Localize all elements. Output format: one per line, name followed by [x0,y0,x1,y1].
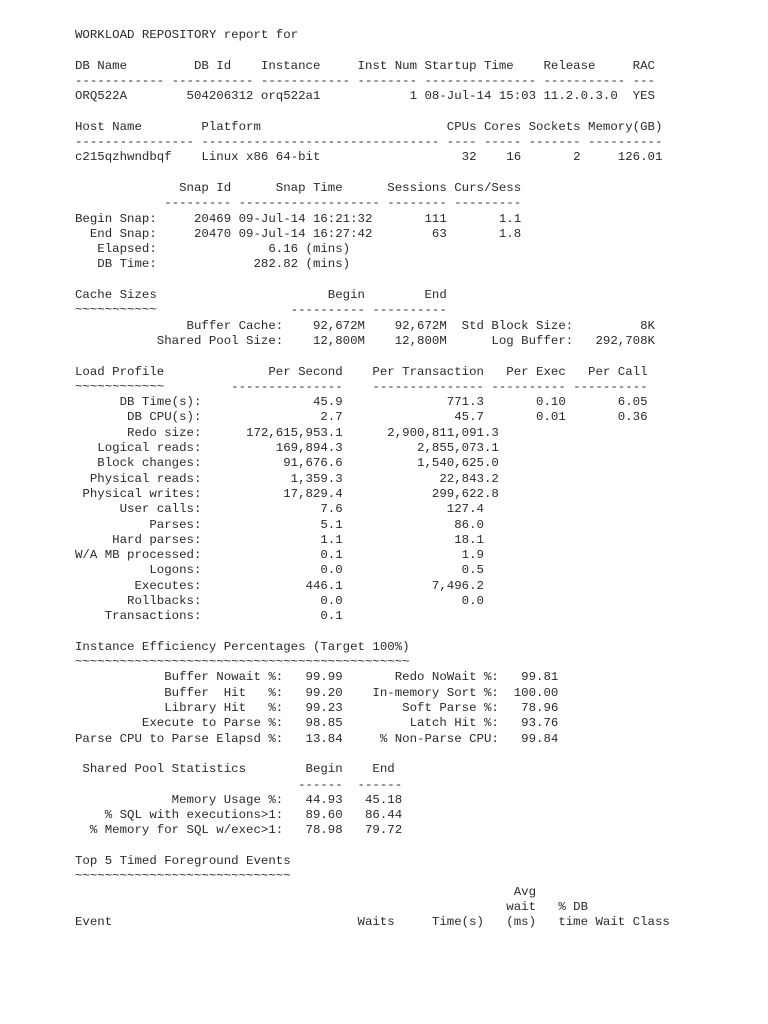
report-line: c215qzhwndbqf Linux x86 64-bit 32 16 2 126.01 [75,150,663,165]
report-line: ------------ ----------- ------------ -------- --------------- ----------- --- [75,73,655,88]
report-line: ~~~~~~~~~~~~~~~~~~~~~~~~~~~~~~~~~~~~~~~~~~~~~ [75,655,410,670]
awr-report-text [75,28,670,931]
report-line: Executes: 446.1 7,496.2 [75,578,484,593]
report-line [75,43,670,58]
report-line: Physical reads: 1,359.3 22,843.2 [75,471,499,486]
report-line: DB Name DB Id Instance Inst Num Startup Time Release RAC [75,58,655,73]
report-line: WORKLOAD REPOSITORY report for [75,28,299,42]
report-line: Load Profile Per Second Per Transaction Per Exec Per Call [75,364,648,379]
report-line: DB Time: 282.82 (mins) [75,257,351,272]
report-line: Avg [75,884,537,899]
report-line: Hard parses: 1.1 18.1 [75,532,484,547]
report-line: Begin Snap: 20469 09-Jul-14 16:21:32 111 1.1 [75,211,522,226]
report-line: Execute to Parse %: 98.85 Latch Hit %: 93.76 [75,716,559,731]
report-line: Buffer Cache: 92,672M 92,672M Std Block Size: 8K [75,318,655,333]
report-line: ~~~~~~~~~~~~~~~~~~~~~~~~~~~~~ [75,869,291,884]
report-line: Logical reads: 169,894.3 2,855,073.1 [75,441,499,456]
report-line: ------ ------ [75,777,403,792]
report-line: Snap Id Snap Time Sessions Curs/Sess [75,180,522,195]
report-line: Top 5 Timed Foreground Events [75,854,291,869]
report-line [75,349,670,364]
report-line [75,104,670,119]
report-line: % Memory for SQL w/exec>1: 78.98 79.72 [75,823,403,838]
report-line [75,166,670,181]
report-line: Shared Pool Size: 12,800M 12,800M Log Buffer: 292,708K [75,333,655,348]
report-line: Buffer Hit %: 99.20 In-memory Sort %: 100.00 [75,685,559,700]
report-line: wait % DB [75,899,589,914]
report-line: Parse CPU to Parse Elapsd %: 13.84 % Non-Parse CPU: 99.84 [75,731,559,746]
report-line: % SQL with executions>1: 89.60 86.44 [75,808,403,823]
report-line [75,625,670,640]
report-line: Buffer Nowait %: 99.99 Redo NoWait %: 99.81 [75,670,559,685]
report-line: Host Name Platform CPUs Cores Sockets Memory(GB) [75,119,663,134]
report-line: DB Time(s): 45.9 771.3 0.10 6.05 [75,395,648,410]
report-line: Parses: 5.1 86.0 [75,517,484,532]
report-line: ~~~~~~~~~~~ ---------- ---------- [75,303,447,318]
report-line: Event Waits Time(s) (ms) time Wait Class [75,915,670,930]
report-line [75,273,670,288]
report-line: Transactions: 0.1 [75,609,343,624]
report-line: Shared Pool Statistics Begin End [75,762,395,777]
report-line: Cache Sizes Begin End [75,288,447,303]
report-line: End Snap: 20470 09-Jul-14 16:27:42 63 1.8 [75,226,522,241]
report-line: Logons: 0.0 0.5 [75,563,484,578]
report-line: --------- ------------------- -------- --------- [75,196,522,211]
report-line: ---------------- -------------------------------- ---- ----- ------- ---------- [75,135,663,150]
report-line: Library Hit %: 99.23 Soft Parse %: 78.96 [75,701,559,716]
report-line [75,839,670,854]
report-line: ORQ522A 504206312 orq522a1 1 08-Jul-14 15:03 11.2.0.3.0 YES [75,89,655,104]
report-line: Memory Usage %: 44.93 45.18 [75,792,403,807]
report-line: User calls: 7.6 127.4 [75,502,484,517]
report-line: Physical writes: 17,829.4 299,622.8 [75,486,499,501]
report-line: W/A MB processed: 0.1 1.9 [75,548,484,563]
report-line: Rollbacks: 0.0 0.0 [75,593,484,608]
report-line: Elapsed: 6.16 (mins) [75,242,351,257]
report-line: DB CPU(s): 2.7 45.7 0.01 0.36 [75,410,648,425]
report-line: Redo size: 172,615,953.1 2,900,811,091.3 [75,425,499,440]
report-line: ~~~~~~~~~~~~ --------------- --------------- ---------- ---------- [75,379,648,394]
report-line [75,747,670,762]
report-line: Instance Efficiency Percentages (Target 100%) [75,639,410,654]
report-line: Block changes: 91,676.6 1,540,625.0 [75,456,499,471]
